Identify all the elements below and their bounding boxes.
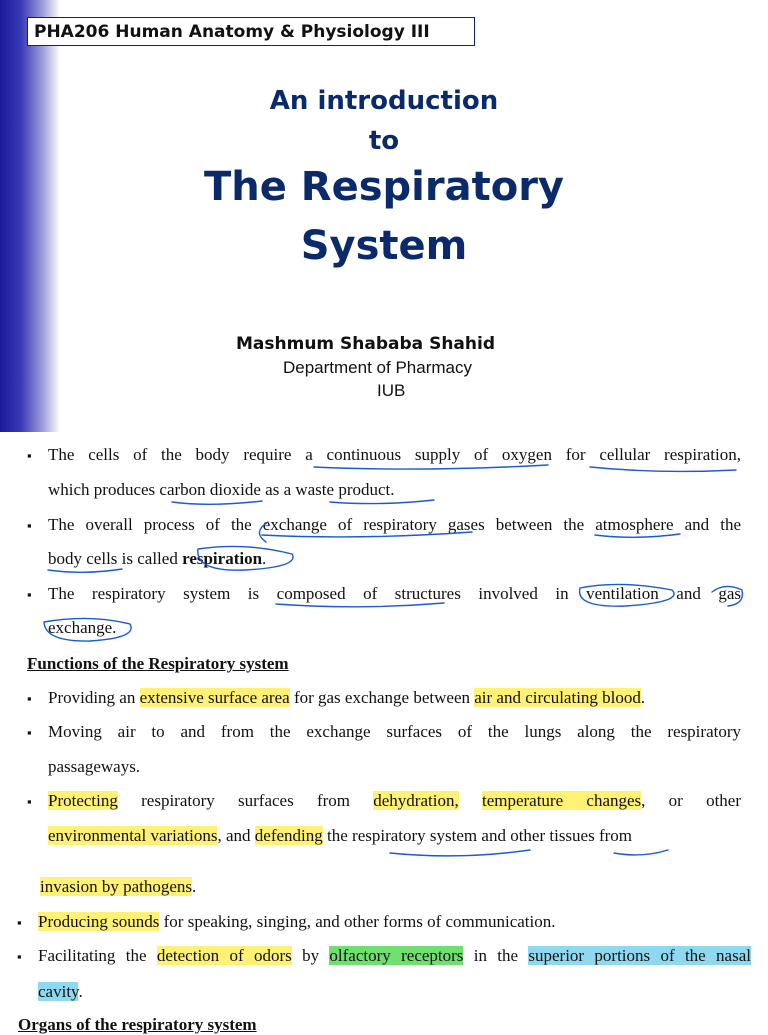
note-b2-line1: The overall process of the exchange of respiratory gases between the atmosphere and the [48,515,741,534]
square-bullet-icon: ▪ [17,949,22,964]
text-run: by [291,946,330,965]
highlight-protecting: Protecting [48,791,118,810]
title-main-line2: System [300,223,468,269]
title-main-line1: The Respiratory [203,164,565,210]
highlight-environmental: environmental variations [48,826,218,845]
highlight-surface-area: extensive surface area [139,688,290,707]
course-title-box: PHA206 Human Anatomy & Physiology III [27,17,475,46]
highlight-nasal: superior portions of the nasal [528,946,751,965]
text-run: body cells is called [48,549,183,568]
text-run: . [640,688,646,707]
function-f3-line2 [48,826,632,846]
ink-underline [614,850,668,855]
text-run: . [262,549,267,568]
text-run: for gas exchange between [289,688,475,707]
term-respiration: respiration [182,549,263,568]
square-bullet-icon: ▪ [27,725,32,740]
square-bullet-icon: ▪ [27,587,32,602]
text-run: respiratory surfaces from [117,791,374,810]
slide-gradient-stripe [0,0,60,432]
note-b1-line1: The cells of the body require a continuous supply of oxygen for cellular respiration, [48,445,741,464]
highlight-dehydration: dehydration, [373,791,459,810]
highlight-air-blood: air and circulating blood [474,688,641,707]
title-slide [0,0,768,432]
text-run: in the [463,946,529,965]
ink-underline [48,569,122,572]
square-bullet-icon: ▪ [27,518,32,533]
function-f4 [38,912,556,932]
highlight-olfactory: olfactory receptors [329,946,464,965]
notes-page [0,432,768,1034]
title-line-to: to [368,126,400,156]
text-run [459,791,482,810]
author-name: Mashmum Shababa Shahid [236,334,495,354]
note-b1-line2: which produces carbon dioxide as a waste product. [48,480,395,499]
functions-heading: Functions of the Respiratory system [27,654,289,673]
text-run: for speaking, singing, and other forms of communication. [159,912,556,931]
text-run: Providing an [48,688,140,707]
text-run: , and [217,826,255,845]
function-f2-line1: Moving air to and from the exchange surfaces of the lungs along the respiratory [48,722,741,741]
square-bullet-icon: ▪ [27,448,32,463]
highlight-temperature: temperature changes [481,791,642,810]
ink-underline [390,850,530,856]
highlight-odors: detection of odors [156,946,292,965]
function-f2-line2: passageways. [48,757,141,776]
highlight-sounds: Producing sounds [38,912,160,931]
note-b3-line2: exchange. [48,618,117,637]
institution-name: IUB [377,381,406,400]
square-bullet-icon: ▪ [27,691,32,706]
ink-underline [314,465,548,469]
text-run: . [78,982,83,1001]
square-bullet-icon: ▪ [27,794,32,809]
text-run: . [192,877,197,896]
function-f3-line3 [40,877,196,897]
text-run: the respiratory system and other tissues from [322,826,633,845]
organs-heading: Organs of the respiratory system [18,1015,257,1034]
function-f5-line2 [38,982,83,1002]
text-run: Facilitating the [38,946,157,965]
square-bullet-icon: ▪ [17,915,22,930]
ink-underline [590,467,736,471]
highlight-defending: defending [254,826,323,845]
note-b3-line1: The respiratory system is composed of structures involved in ventilation and gas [48,584,741,603]
highlight-cavity: cavity [38,982,79,1001]
title-line-intro: An introduction [269,86,499,116]
text-run: , or other [641,791,741,810]
highlight-pathogens: invasion by pathogens [40,877,193,896]
department-name: Department of Pharmacy [283,358,472,377]
function-f5-line1 [38,946,751,966]
ink-underline [330,500,434,504]
function-f1 [48,688,645,708]
function-f3-line1 [48,791,741,811]
note-b2-line2 [48,549,266,569]
ink-underline [172,501,262,504]
